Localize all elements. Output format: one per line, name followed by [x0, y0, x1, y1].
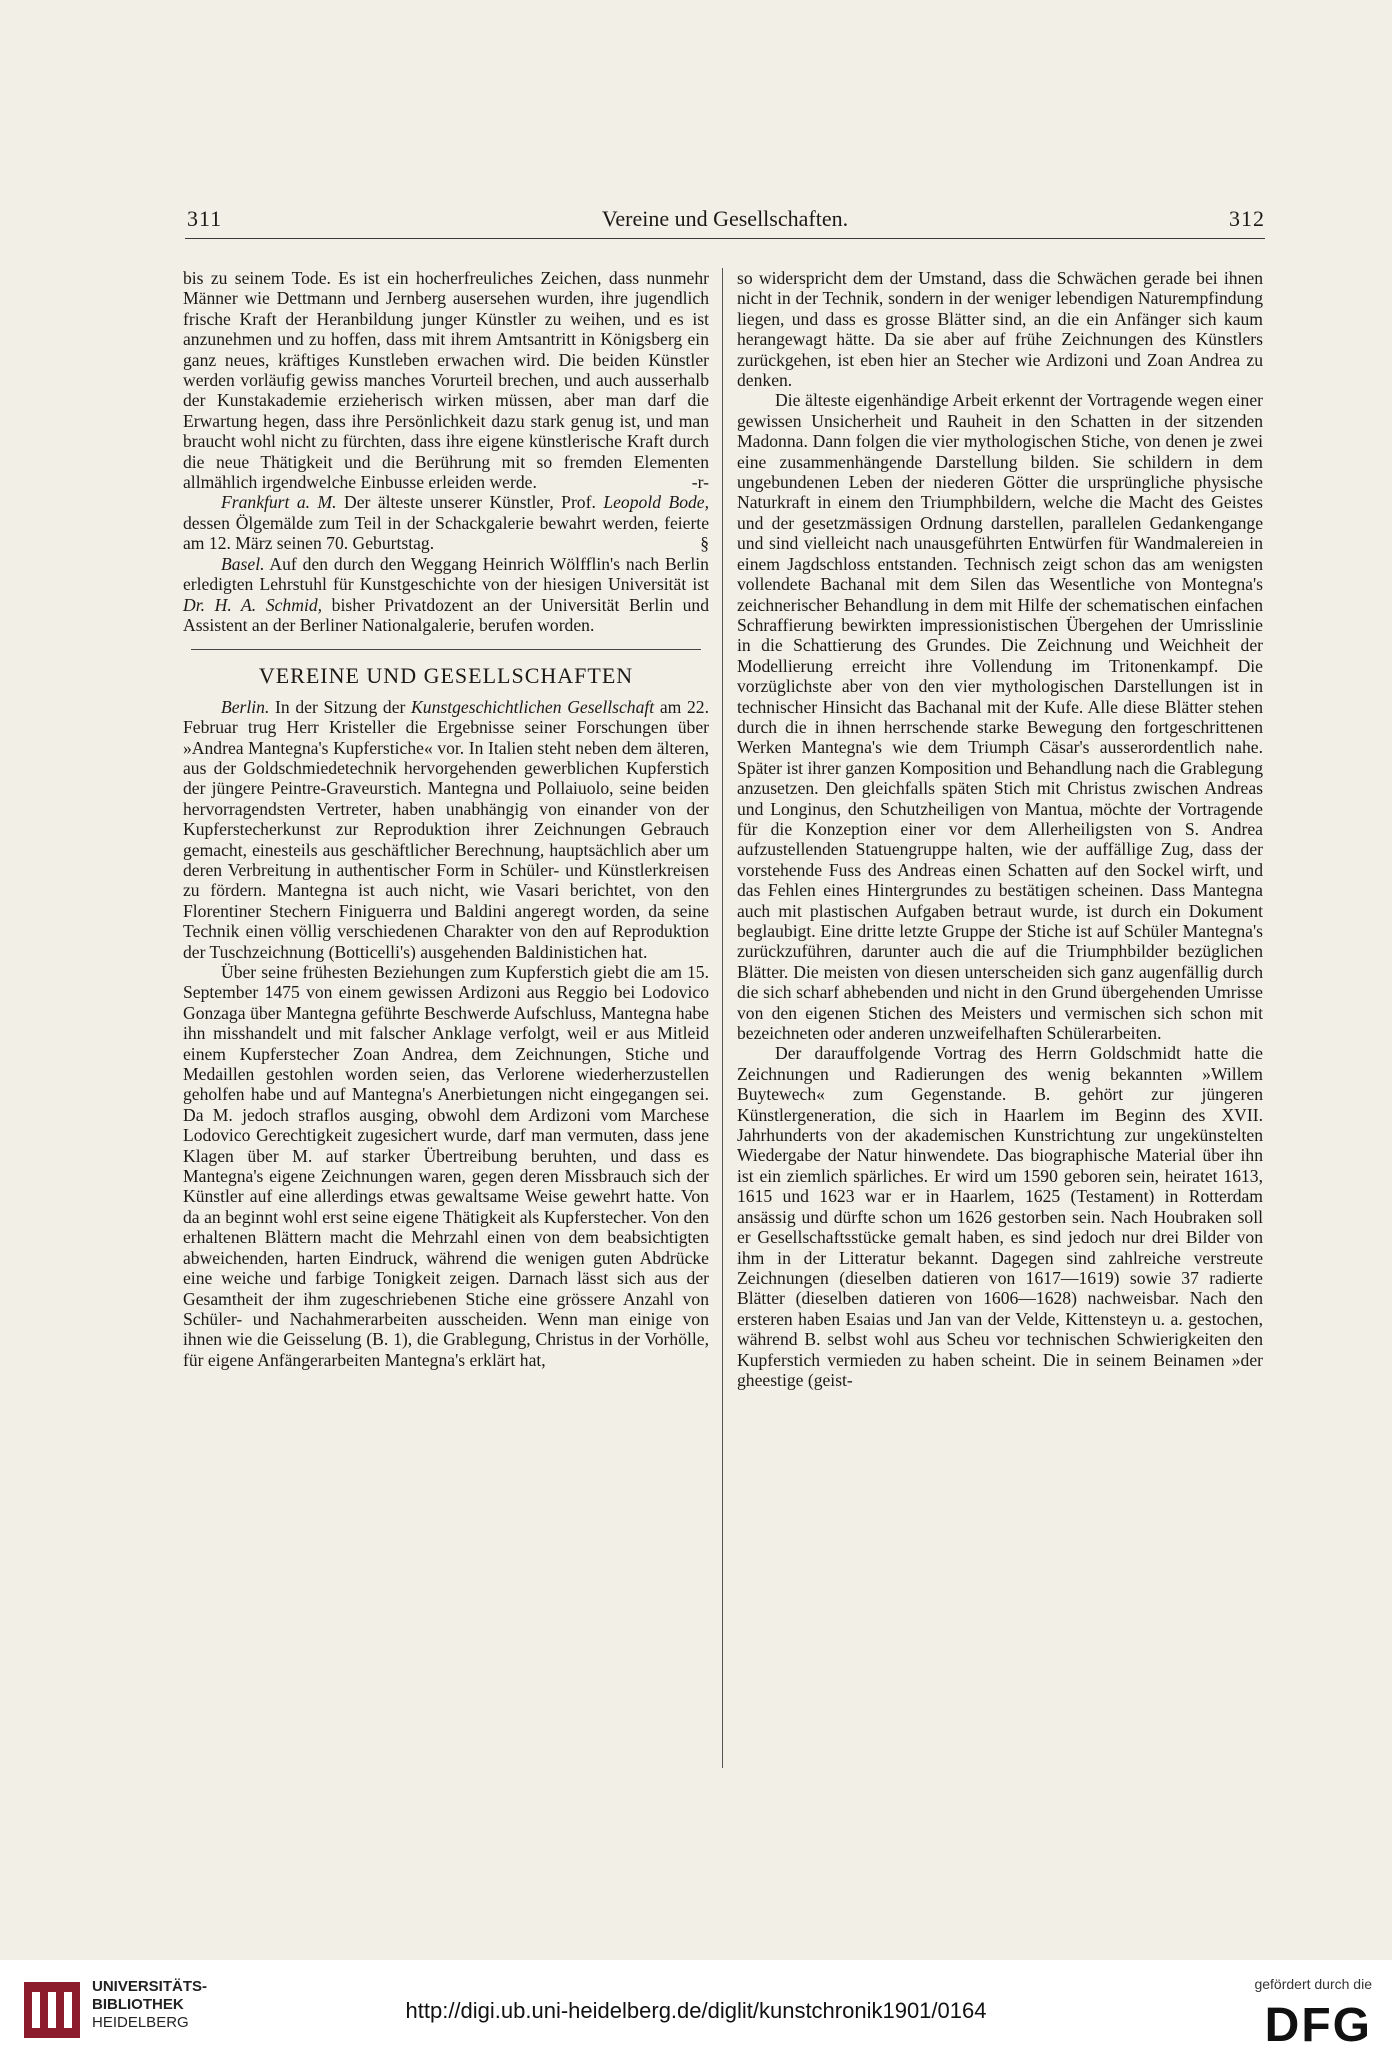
paragraph-koenigsberg	[183, 268, 709, 492]
society-name: Kunstgeschichtlichen Gesellschaft	[411, 696, 655, 717]
column-rule	[722, 268, 723, 1768]
page-number-left: 311	[187, 206, 223, 231]
source-url-link[interactable]: http://digi.ub.uni-heidelberg.de/diglit/kunstchronik1901/0164	[405, 1998, 987, 2023]
running-title: Vereine und Gesellschaften.	[601, 206, 849, 231]
right-column	[737, 268, 1263, 1390]
left-column	[183, 268, 709, 1370]
funding-caption: gefördert durch die	[1254, 1976, 1372, 1992]
section-title: VEREINE UND GESELLSCHAFTEN	[258, 663, 634, 689]
author-signature: §	[700, 533, 709, 554]
person-name: Leopold Bode,	[603, 492, 709, 513]
paragraph-text: am 22. Februar trug Herr Kristeller die Ergebnisse seiner Forschungen über »Andrea Mantegna's Kupferstiche« vor. In Italien steht neben dem älteren, aus der Goldschmiedetechnik hervorgehenden gewerblichen Kupferstich der jüngere Peintre-Graveurstich. Mantegna und Pollaiuolo, seine beiden hervorragendsten Vertreter, haben unabhängig von einander von der Kupferstecherkunst zur Reproduktion ihrer Zeichnungen Gebrauch gemacht, einesteils aus geschäftlicher Berechnung, hauptsächlich aber um deren Verbreitung in authentischer Form in Schüler- und Künstlerkreisen zu fördern. Mantegna ist auch nicht, wie Vasari berichtet, von den Florentiner Stechern Finiguerra und Baldini angeregt worden, da seine Technik einen völlig verschiedenen Charakter von den auf Reproduktion der Tuschzeichnung (Botticelli's) ausgehenden Baldinistichen hat.	[183, 696, 709, 962]
place-name: Basel.	[221, 553, 265, 574]
place-name: Berlin.	[221, 696, 270, 717]
paragraph-continuation: so widerspricht dem der Umstand, dass die Schwächen gerade bei ihnen nicht in der Technik, sondern in der weniger lebendigen Naturempfindung liegen, und dass es grosse Blätter sind, an die ein Anfänger sich kaum herangewagt hätte. Da sie aber auf frühe Zeichnungen des Künstlers zurückgehen, ist eben hier an Stecher wie Ardizoni und Zoan Andrea zu denken.	[737, 268, 1263, 391]
paragraph-berlin	[183, 697, 709, 962]
paragraph-buytewech: Der darauffolgende Vortrag des Herrn Goldschmidt hatte die Zeichnungen und Radierungen des wenig bekannten »Willem Buytewech« zum Gegenstande. B. gehört zur jüngeren Künstlergeneration, die sich in Haarlem im Beginn des XVII. Jahrhunderts von der akademischen Kunstrichtung zur ungekünstelten Wiedergabe der Natur hinwendete. Das biographische Material über ihn ist ein ziemlich spärliches. Er wird um 1590 geboren sein, heiratet 1613, 1615 und 1623 war er in Haarlem, 1625 (Testament) in Rotterdam ansässig und dürfte schon um 1626 gestorben sein. Nach Houbraken soll er Gesellschaftsstücke gemalt haben, es sind jedoch nur drei Bilder von ihm in der Litteratur bekannt. Dagegen sind zahlreiche verstreute Zeichnungen (dieselben datieren von 1617—1619) sowie 37 radierte Blätter (dieselben datieren von 1606—1628) nachweisbar. Nach den ersteren haben Esaias und Jan van der Velde, Kittensteyn u. a. gestochen, während B. selbst wohl aus Scheu vor technischen Schwierigkeiten den Kupferstich vermieden zu haben scheint. Die in seinem Beinamen »der gheestige (geist-	[737, 1043, 1263, 1390]
paragraph-early-relations: Über seine frühesten Beziehungen zum Kupferstich giebt die am 15. September 1475 von einem gewissen Ardizoni aus Reggio bei Lodovico Gonzaga über Mantegna geführte Beschwerde Aufschluss, Mantegna habe ihn misshandelt und mit falscher Anklage verfolgt, weil er aus Mitleid einem Kupferstecher Zoan Andrea, dem Zeichnungen, Stiche und Medaillen gestohlen worden seien, das Verlorene wiederherzustellen geholfen habe und auf Mantegna's Anerbietungen nicht eingegangen sei. Da M. jedoch straflos ausging, obwohl dem Ardizoni vom Marchese Lodovico Gerechtigkeit zugesichert wurde, darf man vermuten, dass jene Klagen über M. auf starker Übertreibung beruhten, und dass es Mantegna's eigene Zeichnungen waren, gegen deren Missbrauch sich der Künstler auf eine allerdings etwas gewaltsame Weise gewehrt hatte. Von da an beginnt wohl erst seine eigene Thätigkeit als Kupferstecher. Von den erhaltenen Blättern macht die Mehrzahl einen von dem beabsichtigten abweichenden, harten Eindruck, während die wenigen guten Abdrücke eine weiche und farbige Tonigkeit zeigen. Darnach lässt sich aus der Gesamtheit der ihm zugeschriebenen Stiche eine grössere Anzahl von Schüler- und Nachahmerarbeiten ausscheiden. Wenn man einige von ihnen wie die Geisselung (B. 1), die Grablegung, Christus in der Vorhölle, für eigene Anfängerarbeiten Mantegna's erklärt hat,	[183, 962, 709, 1370]
running-header	[185, 204, 1265, 239]
library-name-line: UNIVERSITÄTS-	[92, 1978, 208, 1995]
section-divider	[191, 649, 701, 650]
paragraph-text: Der älteste unserer Künstler, Prof.	[344, 492, 596, 513]
person-name: Dr. H. A. Schmid,	[183, 594, 323, 615]
paragraph-text: bis zu seinem Tode. Es ist ein hocherfreuliches Zeichen, dass nunmehr Männer wie Dettmann und Jernberg ausersehen wurden, ihre jugendlich frische Kraft der Heranbildung junger Künstler zu weihen, und es ist anzunehmen und zu hoffen, dass mit ihrem Amtsantritt in Königsberg ein ganz neues, kräftiges Kunstleben erwachen wird. Die beiden Künstler werden vorläufig gewiss manches Vorurteil brechen, und auch ausserhalb der Kunstakademie erzieherisch wirken müssen, aber man darf die Erwartung hegen, dass ihre Persönlichkeit dazu stark genug ist, und man braucht wohl nicht zu fürchten, dass ihre eigene künstlerische Kraft durch die neue Thätigkeit und die Berührung mit so fremden Elementen allmählich irgendwelche Einbusse erleiden werde.	[183, 268, 709, 493]
paragraph-text: dessen Ölgemälde zum Teil in der Schackgalerie bewahrt werden, feierte am 12. März seinen 70. Geburtstag.	[183, 512, 709, 554]
author-signature: -r-	[691, 472, 709, 493]
page-number-right: 312	[1229, 206, 1265, 231]
footer-bar	[0, 1960, 1392, 2067]
paragraph-oldest-work: Die älteste eigenhändige Arbeit erkennt der Vortragende wegen einer gewissen Unsicherheit und Rauheit in den Schatten in der sitzenden Madonna. Dann folgen die vier mythologischen Stiche, von denen je zwei eine zusammenhängende Darstellung bilden. Sie schildern in dem ungebundenen Leben der niederen Götter die ursprüngliche physische Naturkraft in einem den Triumphbildern, welche die Macht des Geistes und der gesetzmässigen Ordnung darstellen, parallelen Gedankengange und sind vielleicht nach unausgeführten Entwürfen für Wandmalereien in einem Jagdschloss entstanden. Technisch zeigt schon das am wenigsten vollendete Bachanal mit dem Silen das Wesentliche von Montegna's zeichnerischer Behandlung in dem mit Hilfe der schematischen einfachen Schraffierung bewirkten impressionistischen Übergehen der Umrisslinie in die Schattierung des Grundes. Die Zeichnung und Weichheit der Modellierung erreicht ihre Vollendung im Tritonenkampf. Die vorzüglichste aber von den vier mythologischen Darstellungen ist in technischer Hinsicht das Bachanal mit der Kufe. Alle diese Blätter stehen durch die in ihnen herrschende starke Bewegung den fortgeschrittenen Werken Mantegna's wie dem Triumph Cäsar's ausserordentlich nahe. Später ist ihrer ganzen Komposition und Behandlung nach die Grablegung anzusetzen. Den gleichfalls späten Stich mit Christus zwischen Andreas und Longinus, den Schutzheiligen von Mantua, möchte der Vortragende für die Konzeption einer vor dem Allerheiligsten von S. Andrea aufzustellenden Statuengruppe halten, wie der auffällige Zug, dass der vorstehende Fuss des Andreas einen Schatten auf den Sockel wirft, und das Fehlen eines Hintergrundes zu bestätigen scheinen. Dass Mantegna auch mit plastischen Aufgaben betraut wurde, ist durch ein Dokument beglaubigt. Eine dritte letzte Gruppe der Stiche ist auf Schüler Mantegna's zurückzuführen, darunter auch die auf die Triumphbilder bezüglichen Blätter. Die meisten von diesen unterscheiden sich ganz augenfällig durch die sich scharf abhebenden und nicht in den Grund übergehenden Umrisse von den eigenen Stichen des Meisters und vermischen sich schon mit bezeichneten oder anderen unzweifelhaften Schülerarbeiten.	[737, 390, 1263, 1044]
dfg-logo: DFG	[1264, 1999, 1372, 2052]
paragraph-text: Auf den durch den Weggang Heinrich Wölfflin's nach Berlin erledigten Lehrstuhl für Kunstgeschichte von der hiesigen Universität ist	[183, 553, 709, 595]
paragraph-text: bisher Privatdozent an der Universität Berlin und Assistent an der Berliner Nationalgalerie, berufen worden.	[183, 594, 709, 635]
paragraph-basel	[183, 554, 709, 636]
paragraph-frankfurt	[183, 492, 709, 553]
paragraph-text: In der Sitzung der	[275, 696, 406, 717]
place-name: Frankfurt a. M.	[221, 492, 337, 513]
library-name-line: BIBLIOTHEK	[92, 1996, 184, 2013]
library-name-line: HEIDELBERG	[92, 2014, 189, 2031]
